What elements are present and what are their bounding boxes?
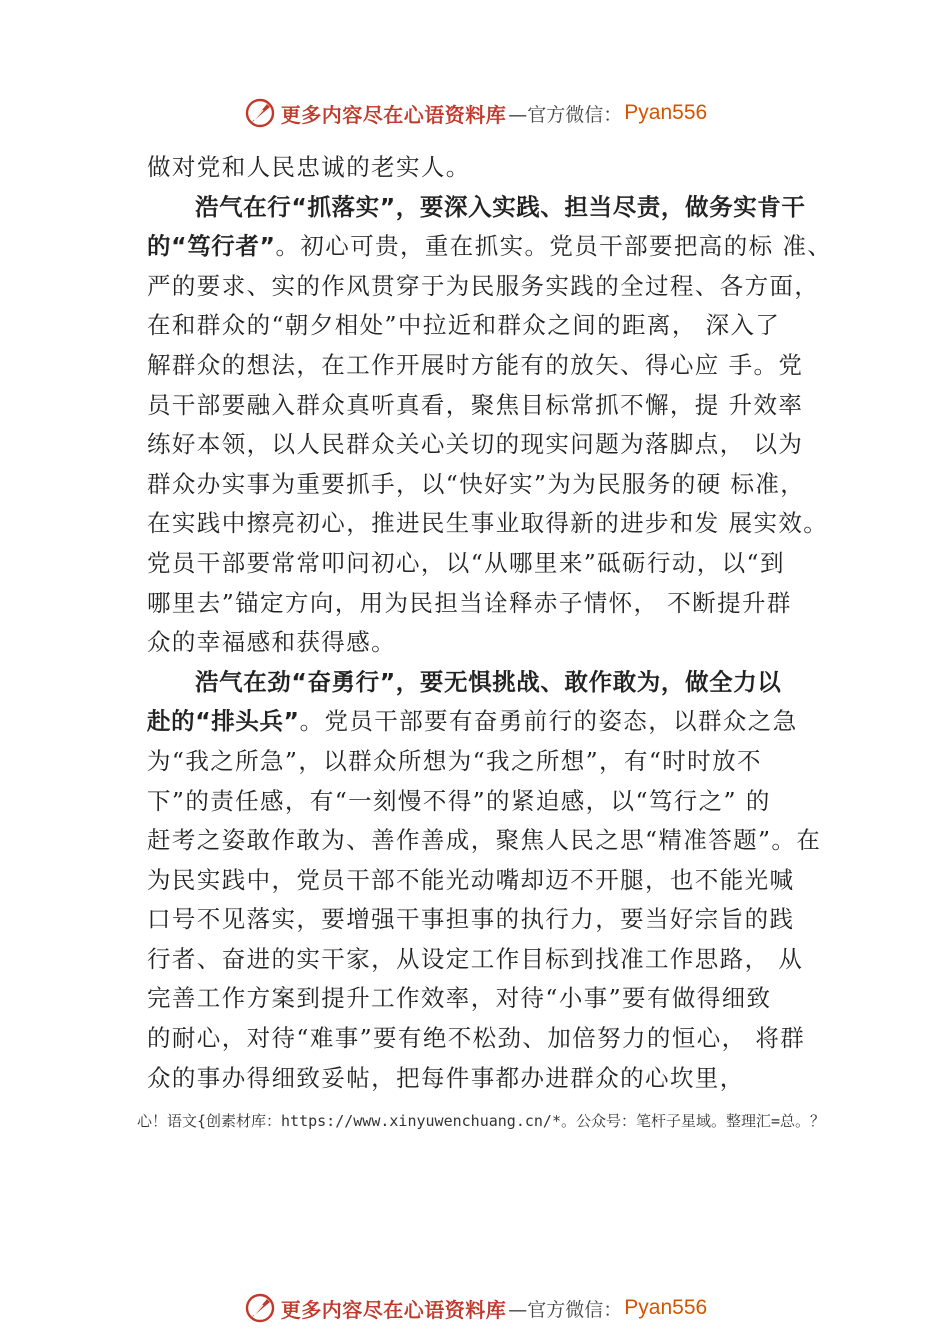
text-line bbox=[147, 821, 837, 861]
body-text: 的耐心，对待“难事”要有绝不松劲、加倍努力的恒心， 将群 bbox=[147, 1024, 806, 1053]
text-line bbox=[147, 425, 837, 465]
body-text: 赶考之姿敢作敢为、善作善成，聚焦人民之思“精准答题”。在 bbox=[147, 826, 822, 855]
watermark-header bbox=[0, 95, 950, 131]
watermark-id: Pyan556 bbox=[624, 101, 708, 124]
body-text: 严的要求、实的作风贯穿于为民服务实践的全过程、各方面， bbox=[147, 271, 820, 300]
body-text: 员干部要融入群众真听真看，聚焦目标常抓不懈，提 升效率 bbox=[147, 390, 804, 419]
heading-phrase: 的“笃行者” bbox=[147, 232, 276, 261]
body-text: 为民实践中，党员干部不能光动嘴却迈不开腿，也不能光喊 bbox=[147, 865, 795, 894]
body-text: 行者、奋进的实干家，从设定工作目标到找准工作思路， 从 bbox=[147, 944, 804, 973]
body-text: 。初心可贵，重在抓实。党员干部要把高的标 准、 bbox=[275, 232, 833, 261]
body-text: 口号不见落实，要增强干事担事的执行力，要当好宗旨的践 bbox=[147, 905, 795, 934]
body-text: 哪里去”锚定方向，用为民担当诠释赤子情怀， 不断提升群 bbox=[147, 588, 792, 617]
text-line bbox=[147, 900, 837, 940]
text-line bbox=[147, 188, 837, 228]
text-line bbox=[147, 544, 837, 584]
text-line bbox=[147, 346, 837, 386]
text-line bbox=[147, 148, 837, 188]
footer-note: 心！语文{创素材库：https://www.xinyuwenchuang.cn/*。公众号：笔杆子星域。整理汇=总。？ bbox=[137, 1112, 826, 1130]
heading-phrase: 赴的“排头兵” bbox=[147, 707, 300, 736]
body-text: 完善工作方案到提升工作效率，对待“小事”要有做得细致 bbox=[147, 984, 772, 1013]
body-text: 下”的责任感，有“一刻慢不得”的紧迫感，以“笃行之” 的 bbox=[147, 786, 771, 815]
watermark-brand: 更多内容尽在心语资料库 bbox=[280, 1297, 507, 1322]
body-text: 在和群众的“朝夕相处”中拉近和群众之间的距离， 深入了 bbox=[147, 311, 781, 340]
text-line bbox=[147, 267, 837, 307]
document-body bbox=[147, 148, 837, 1098]
text-line bbox=[147, 702, 837, 742]
text-line bbox=[147, 1019, 837, 1059]
body-text: 党员干部要常常叩问初心，以“从哪里来”砥砺行动，以“到 bbox=[147, 548, 785, 577]
body-text: 解群众的想法，在工作开展时方能有的放矢、得心应 手。党 bbox=[147, 350, 804, 379]
text-line bbox=[147, 861, 837, 901]
text-line bbox=[147, 623, 837, 663]
text-line bbox=[147, 504, 837, 544]
heading-phrase: 浩气在劲“奋勇行”，要无惧挑战、敢作敢为，做全力以 bbox=[195, 667, 782, 696]
text-line bbox=[147, 782, 837, 822]
body-text: 练好本领，以人民群众关心关切的现实问题为落脚点， 以为 bbox=[147, 430, 804, 459]
text-line bbox=[147, 940, 837, 980]
text-line bbox=[147, 465, 837, 505]
body-text: 众的幸福感和获得感。 bbox=[147, 628, 396, 657]
text-line bbox=[147, 742, 837, 782]
text-line bbox=[147, 663, 837, 703]
watermark-brand: 更多内容尽在心语资料库 bbox=[280, 102, 507, 127]
text-line bbox=[147, 386, 837, 426]
body-text: 做对党和人民忠诚的老实人。 bbox=[147, 153, 471, 181]
text-line bbox=[147, 306, 837, 346]
body-text: 。党员干部要有奋勇前行的姿态，以群众之急 bbox=[299, 707, 798, 736]
heading-phrase: 浩气在行“抓落实”，要深入实践、担当尽责，做务实肯干 bbox=[195, 192, 806, 221]
feather-pen-logo-icon bbox=[243, 1291, 277, 1325]
watermark-sub: —官方微信： bbox=[508, 103, 623, 126]
feather-pen-logo-icon bbox=[243, 96, 277, 130]
body-text: 在实践中擦亮初心，推进民生事业取得新的进步和发 展实效。 bbox=[147, 509, 829, 538]
watermark-sub: —官方微信： bbox=[508, 1298, 623, 1321]
text-line bbox=[147, 1059, 837, 1099]
text-line bbox=[147, 979, 837, 1019]
body-text: 众的事办得细致妥帖，把每件事都办进群众的心坎里， bbox=[147, 1063, 745, 1092]
body-text: 为“我之所急”，以群众所想为“我之所想”，有“时时放不 bbox=[147, 746, 762, 775]
text-line bbox=[147, 584, 837, 624]
watermark-footer bbox=[0, 1290, 950, 1326]
text-line bbox=[147, 227, 837, 267]
body-text: 群众办实事为重要抓手，以“快好实”为为民服务的硬 标准， bbox=[147, 469, 806, 498]
watermark-id: Pyan556 bbox=[624, 1296, 708, 1319]
